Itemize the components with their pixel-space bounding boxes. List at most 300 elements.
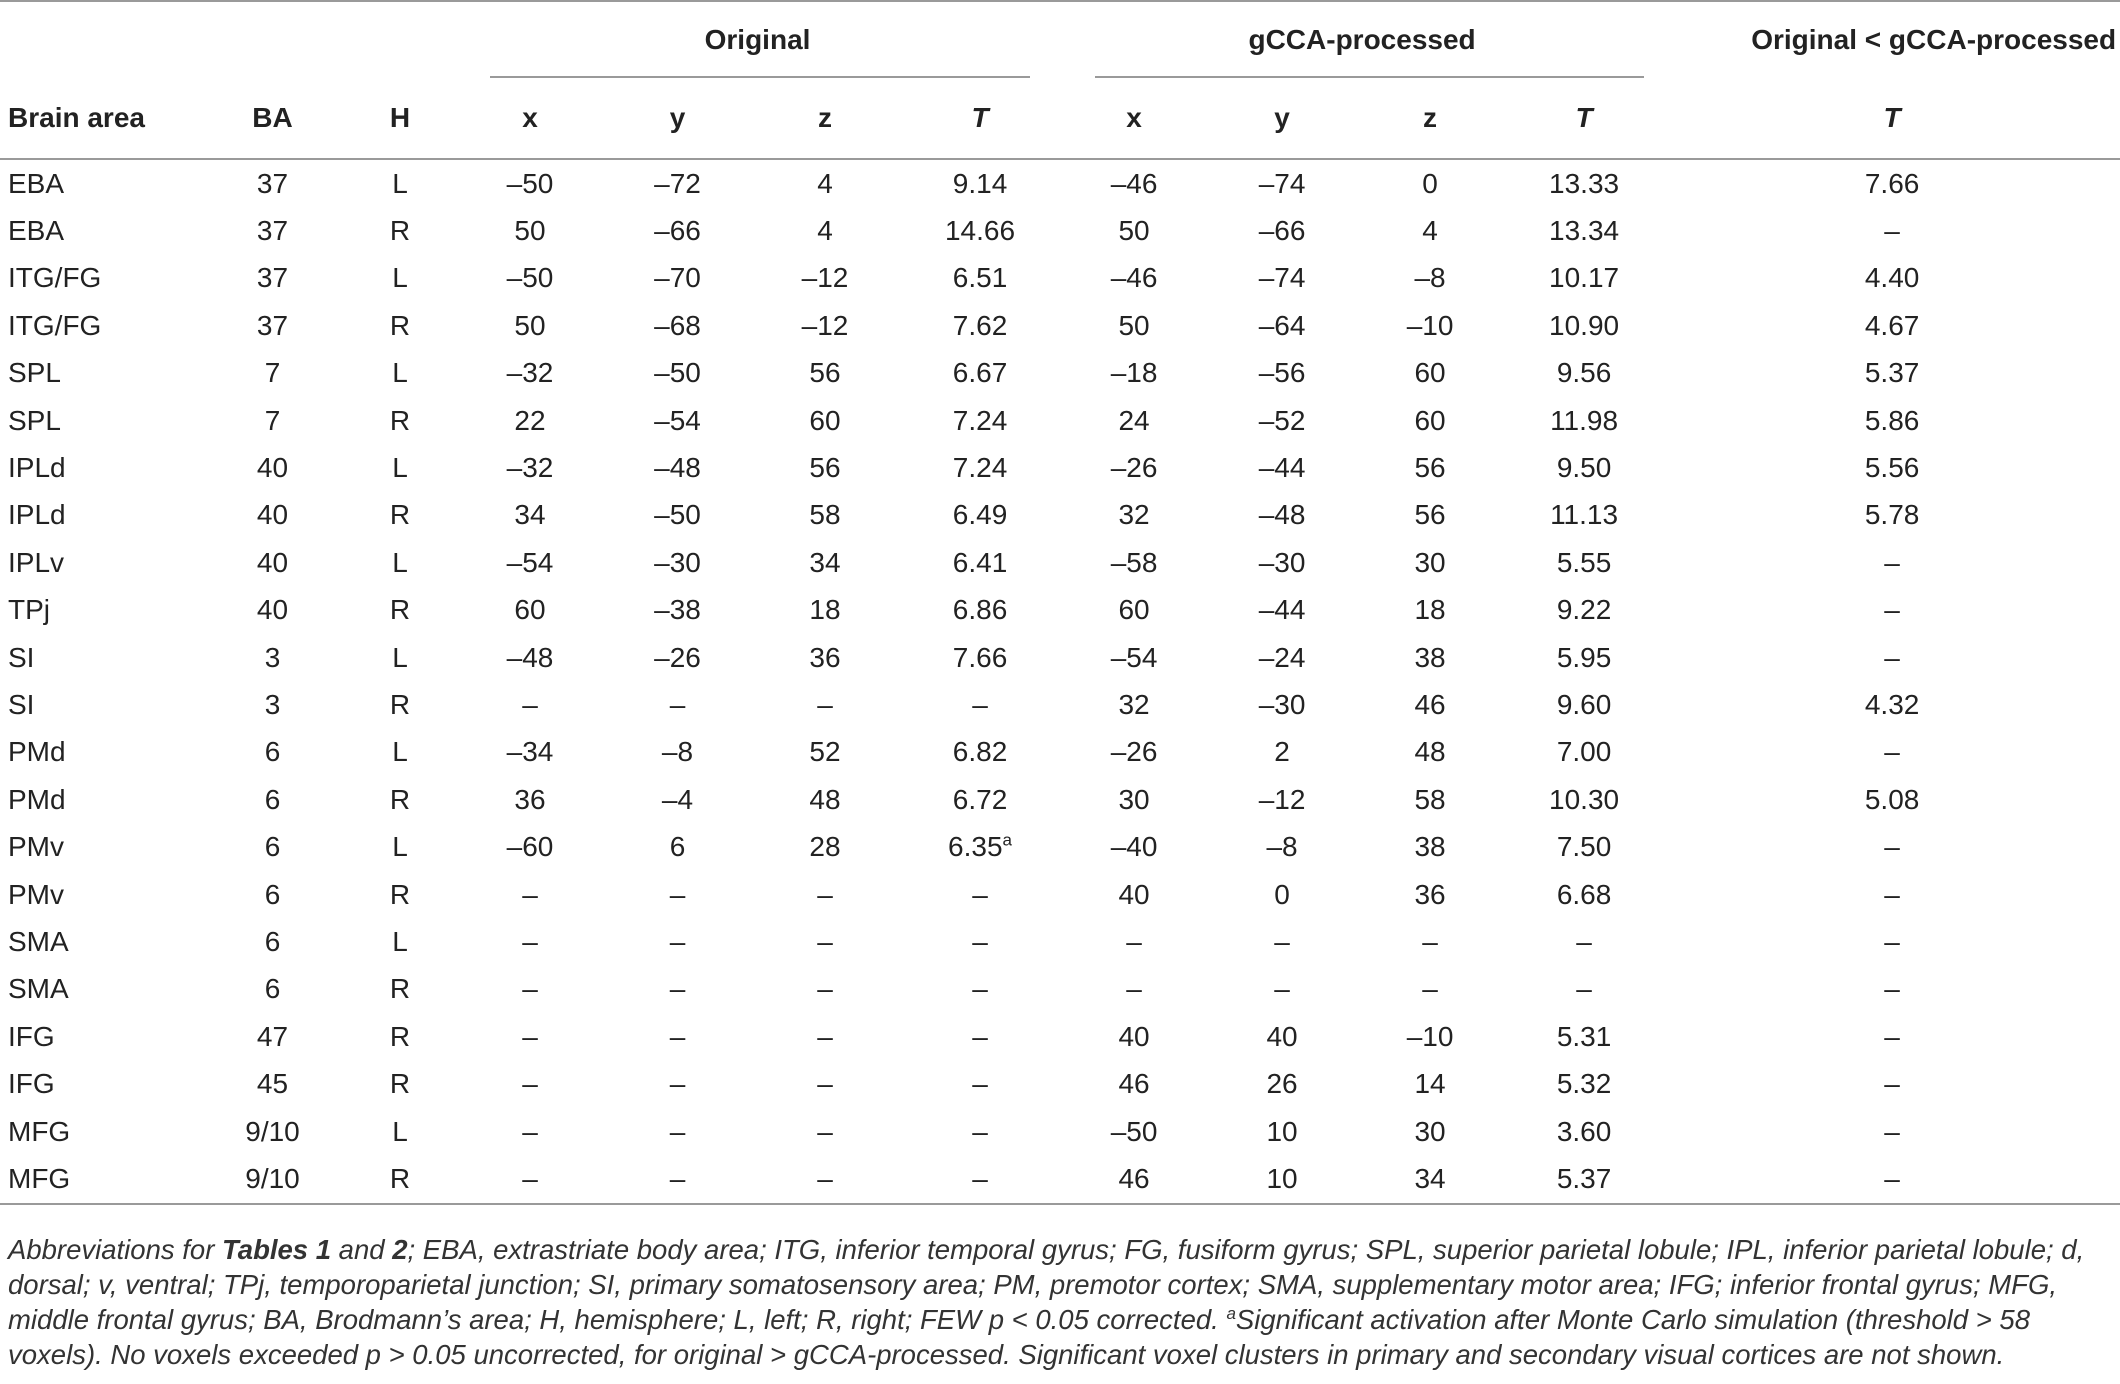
table-cell — [0, 1060, 200, 1107]
table-cell — [900, 302, 1060, 349]
cell-value: L — [392, 831, 408, 863]
table-cell — [900, 729, 1060, 776]
cell-value: –18 — [1110, 357, 1158, 389]
cell-value: 5.32 — [1556, 1068, 1612, 1100]
cell-value: 7.24 — [952, 404, 1008, 436]
cell-value: SI — [8, 688, 35, 720]
table-cell — [200, 1108, 345, 1155]
cell-value: 6 — [264, 736, 281, 768]
table-row — [0, 871, 2120, 918]
table-cell — [900, 1060, 1060, 1107]
cell-value: 50 — [514, 309, 546, 341]
table-cell — [200, 1013, 345, 1060]
cell-value: –24 — [1258, 641, 1306, 673]
table-cell — [455, 776, 605, 823]
cell-value: –58 — [1110, 546, 1158, 578]
table-cell — [200, 350, 345, 397]
table-cell — [0, 1013, 200, 1060]
cell-value: 9.50 — [1556, 452, 1612, 484]
cell-value: – — [817, 1068, 833, 1100]
table-cell — [1664, 350, 2120, 397]
group-header-original — [455, 1, 1060, 78]
table-cell — [1664, 823, 2120, 870]
col-header-orig-z: z — [750, 78, 900, 159]
cell-value: 5.37 — [1864, 357, 1920, 389]
table-cell — [900, 539, 1060, 586]
cell-value: 5.55 — [1556, 546, 1612, 578]
cell-value: 0 — [1274, 878, 1290, 910]
table-cell — [750, 966, 900, 1013]
table-cell — [1664, 634, 2120, 681]
cell-value: ITG/FG — [8, 309, 102, 341]
cell-value: 13.33 — [1549, 167, 1620, 199]
cell-value: 6 — [264, 783, 281, 815]
cell-value: 7.62 — [952, 309, 1008, 341]
cell-value: 3 — [264, 688, 281, 720]
table-row — [0, 444, 2120, 491]
table-cell — [750, 302, 900, 349]
cell-value: – — [972, 688, 988, 720]
cell-value: 6 — [264, 925, 281, 957]
cell-value: 5.78 — [1864, 499, 1920, 531]
cell-value: – — [1884, 925, 1900, 957]
table-cell — [900, 444, 1060, 491]
table-cell — [605, 397, 750, 444]
table-cell — [1356, 397, 1504, 444]
table-cell — [455, 587, 605, 634]
cell-value: PMd — [8, 783, 66, 815]
cell-value: PMd — [8, 736, 66, 768]
col-header-gcca-z: z — [1356, 78, 1504, 159]
footnote-table2-ref[interactable]: 2 — [392, 1234, 408, 1265]
table-row — [0, 397, 2120, 444]
cell-value: –8 — [1414, 262, 1446, 294]
cell-value: L — [392, 262, 408, 294]
cell-value: – — [817, 1020, 833, 1052]
cell-value: 5.08 — [1864, 783, 1920, 815]
footnote-tables-ref[interactable]: Tables 1 — [222, 1234, 332, 1265]
cell-value: 4 — [817, 215, 833, 247]
cell-value: L — [392, 357, 408, 389]
table-cell — [900, 681, 1060, 728]
cell-value: 5.86 — [1864, 404, 1920, 436]
table-cell — [1504, 397, 1664, 444]
cell-value: 37 — [256, 262, 289, 294]
table-cell — [1356, 1013, 1504, 1060]
cell-value: 30 — [1118, 783, 1150, 815]
table-cell — [200, 255, 345, 302]
cell-value: – — [1884, 1020, 1900, 1052]
table-cell — [200, 966, 345, 1013]
footnote-body: ; EBA, extrastriate body area; ITG, inferior temporal gyrus; FG, fusiform gyrus; SPL, superior parietal lobule; IPL, inferior parietal lobule; d, dorsal; v, ventral; TPj, temporoparietal junction; SI, primary somatosensory area; PM, premotor cortex; SMA, supplementary motor area; IFG; inferior frontal gyrus; MFG, middle frontal gyrus; BA, Brodmann’s area; H, hemisphere; L, left; R, right; FEW p < 0.05 corrected. — [8, 1234, 2085, 1335]
cell-value: 4 — [1422, 215, 1438, 247]
table-row — [0, 634, 2120, 681]
cell-value: – — [1126, 925, 1142, 957]
table-row — [0, 207, 2120, 254]
table-cell — [750, 255, 900, 302]
cell-value: 9.56 — [1556, 357, 1612, 389]
cell-value: –10 — [1406, 1020, 1454, 1052]
cell-value: R — [389, 878, 411, 910]
cell-value: 13.34 — [1549, 215, 1620, 247]
cell-value: 36 — [1414, 878, 1446, 910]
table-cell — [900, 159, 1060, 207]
table-cell — [1504, 681, 1664, 728]
cell-value: 9/10 — [245, 1162, 300, 1194]
cell-value: – — [972, 1115, 988, 1147]
col-header-brain-area: Brain area — [0, 78, 200, 159]
table-cell — [1356, 1108, 1504, 1155]
cell-value: – — [817, 1162, 833, 1194]
cell-value: –12 — [1258, 783, 1306, 815]
cell-value: – — [1884, 215, 1900, 247]
table-cell — [750, 1013, 900, 1060]
cell-value: 52 — [809, 736, 841, 768]
cell-value: – — [669, 925, 686, 957]
table-cell — [0, 302, 200, 349]
table-cell — [1504, 207, 1664, 254]
cell-value: 34 — [809, 546, 841, 578]
cell-value: – — [972, 1162, 988, 1194]
cell-value: 5.31 — [1556, 1020, 1612, 1052]
table-cell — [200, 302, 345, 349]
table-cell — [0, 255, 200, 302]
cell-value: – — [972, 925, 988, 957]
cell-value: – — [522, 1115, 538, 1147]
table-cell — [605, 350, 750, 397]
col-header-gcca-t: T — [1504, 78, 1664, 159]
table-cell — [750, 587, 900, 634]
cell-value: 40 — [1266, 1020, 1298, 1052]
cell-value: 14.66 — [944, 215, 1016, 247]
table-cell — [455, 681, 605, 728]
cell-value: – — [972, 1068, 988, 1100]
cell-value: 5.56 — [1864, 452, 1920, 484]
cell-value: 6 — [264, 878, 281, 910]
table-cell — [1504, 255, 1664, 302]
table-cell — [900, 587, 1060, 634]
cell-value: –32 — [506, 452, 554, 484]
cell-value: 40 — [256, 499, 289, 531]
cell-value: R — [389, 215, 411, 247]
table-cell — [345, 918, 455, 965]
table-cell — [1664, 159, 2120, 207]
cell-value: 6.35 — [948, 831, 1003, 863]
table-cell — [900, 350, 1060, 397]
cell-value: 34 — [514, 499, 546, 531]
table-cell — [750, 634, 900, 681]
cell-value: – — [1274, 925, 1290, 957]
cell-value: –46 — [1110, 167, 1158, 199]
cell-value: 7.24 — [952, 452, 1008, 484]
cell-value: – — [817, 973, 833, 1005]
cell-value: L — [392, 546, 408, 578]
table-cell — [900, 823, 1060, 870]
col-header-gcca-y: y — [1208, 78, 1356, 159]
table-cell — [750, 681, 900, 728]
cell-value: –72 — [654, 167, 701, 199]
cell-value: – — [1884, 973, 1900, 1005]
table-row — [0, 1013, 2120, 1060]
footnote-marker: a — [1226, 1303, 1236, 1323]
table-cell — [0, 966, 200, 1013]
table-cell — [1504, 492, 1664, 539]
table-cell — [750, 444, 900, 491]
cell-value: –26 — [1110, 736, 1158, 768]
cell-value: –50 — [506, 167, 554, 199]
table-cell — [1356, 1155, 1504, 1203]
column-header-row — [0, 78, 2120, 159]
table-cell — [0, 871, 200, 918]
table-cell — [1356, 681, 1504, 728]
table-cell — [455, 159, 605, 207]
cell-value: IPLv — [8, 546, 65, 578]
cell-value: – — [522, 1020, 538, 1052]
table-cell — [1208, 350, 1356, 397]
cell-value: –66 — [1258, 215, 1306, 247]
table-cell — [345, 1013, 455, 1060]
table-cell — [345, 1060, 455, 1107]
table-cell — [900, 255, 1060, 302]
cell-value: 6.49 — [952, 499, 1008, 531]
table-cell — [605, 681, 750, 728]
table-cell — [1208, 1060, 1356, 1107]
cell-value: 34 — [1414, 1162, 1446, 1194]
table-cell — [1060, 207, 1208, 254]
cell-value: 28 — [809, 831, 841, 863]
table-cell — [345, 634, 455, 681]
cell-value: – — [669, 1162, 686, 1194]
table-cell — [1356, 255, 1504, 302]
table-row — [0, 539, 2120, 586]
table-row — [0, 1155, 2120, 1203]
table-cell — [605, 1155, 750, 1203]
table-cell — [605, 966, 750, 1013]
table-cell — [750, 350, 900, 397]
cell-value: 30 — [1414, 1115, 1446, 1147]
cell-value: – — [669, 1068, 686, 1100]
table-cell — [1504, 776, 1664, 823]
cell-value: 36 — [514, 783, 546, 815]
table-cell — [1060, 444, 1208, 491]
cell-value: – — [1884, 546, 1900, 578]
cell-value: IFG — [8, 1068, 55, 1100]
cell-value: 50 — [514, 215, 546, 247]
table-cell — [345, 681, 455, 728]
cell-value: 5.37 — [1556, 1162, 1612, 1194]
cell-value: – — [1422, 973, 1438, 1005]
table-cell — [900, 918, 1060, 965]
cell-value: –30 — [1258, 546, 1306, 578]
cell-value: –30 — [1258, 688, 1306, 720]
table-cell — [900, 1155, 1060, 1203]
cell-value: – — [1126, 973, 1142, 1005]
table-cell — [1356, 918, 1504, 965]
cell-value: SPL — [8, 357, 61, 389]
col-header-comparison-t: T — [1664, 78, 2120, 159]
table-cell — [200, 918, 345, 965]
table-cell — [200, 397, 345, 444]
cell-value: – — [972, 973, 988, 1005]
table-cell — [455, 918, 605, 965]
table-cell — [605, 1060, 750, 1107]
cell-value: MFG — [8, 1115, 71, 1147]
table-cell — [1504, 1013, 1664, 1060]
col-header-ba: BA — [200, 78, 345, 159]
table-cell — [750, 1155, 900, 1203]
table-cell — [345, 587, 455, 634]
cell-value: –52 — [1258, 404, 1306, 436]
cell-value: – — [1884, 641, 1900, 673]
table-cell — [1356, 444, 1504, 491]
table-cell — [345, 159, 455, 207]
table-cell — [1208, 587, 1356, 634]
group-header-comparison — [1664, 1, 2120, 78]
table-cell — [455, 255, 605, 302]
table-cell — [345, 397, 455, 444]
cell-value: 32 — [1118, 688, 1150, 720]
table-cell — [1664, 966, 2120, 1013]
table-cell — [1664, 1155, 2120, 1203]
cell-value: – — [522, 688, 538, 720]
table-cell — [1060, 587, 1208, 634]
cell-value: R — [389, 688, 411, 720]
table-cell — [605, 587, 750, 634]
cell-value: 14 — [1414, 1068, 1446, 1100]
table-cell — [1504, 444, 1664, 491]
table-cell — [750, 729, 900, 776]
cell-value: 4.40 — [1864, 262, 1920, 294]
cell-value: –4 — [661, 783, 694, 815]
footnote-and: and — [331, 1234, 393, 1265]
table-cell — [200, 1060, 345, 1107]
group-header-empty — [0, 1, 455, 78]
cell-value: 0 — [1422, 167, 1438, 199]
table-cell — [0, 539, 200, 586]
table-cell — [1060, 255, 1208, 302]
table-cell — [455, 1013, 605, 1060]
cell-value: 40 — [1118, 878, 1150, 910]
cell-value: 37 — [256, 309, 289, 341]
table-cell — [1664, 918, 2120, 965]
table-cell — [1208, 871, 1356, 918]
cell-value: 4 — [817, 167, 833, 199]
cell-value: 7 — [264, 357, 281, 389]
table-cell — [1208, 1108, 1356, 1155]
table-cell — [455, 492, 605, 539]
cell-value: 6 — [669, 831, 686, 863]
table-cell — [0, 207, 200, 254]
cell-value: 38 — [1414, 641, 1446, 673]
table-cell — [1060, 729, 1208, 776]
cell-value: SPL — [8, 404, 61, 436]
cell-value: –66 — [654, 215, 701, 247]
table-cell — [1060, 776, 1208, 823]
cell-value: 58 — [809, 499, 841, 531]
cell-value: 10.17 — [1549, 262, 1620, 294]
group-header-gcca — [1060, 1, 1664, 78]
table-cell — [345, 207, 455, 254]
table-cell — [0, 729, 200, 776]
table-cell — [1504, 1108, 1664, 1155]
cell-value: 40 — [256, 452, 289, 484]
cell-value: 48 — [809, 783, 841, 815]
cell-value: 10 — [1266, 1115, 1298, 1147]
cell-value: – — [1884, 736, 1900, 768]
cell-value: 6 — [264, 973, 281, 1005]
cell-value: 56 — [809, 357, 841, 389]
table-cell — [900, 634, 1060, 681]
cell-value: – — [669, 1020, 686, 1052]
cell-value: 50 — [1118, 215, 1150, 247]
table-cell — [200, 492, 345, 539]
table-cell — [1060, 1013, 1208, 1060]
table-cell — [900, 1108, 1060, 1155]
table-cell — [1664, 871, 2120, 918]
table-cell — [1060, 966, 1208, 1013]
cell-value: – — [1576, 973, 1592, 1005]
table-cell — [1504, 966, 1664, 1013]
cell-value: – — [1884, 1068, 1900, 1100]
table-cell — [750, 823, 900, 870]
table-cell — [455, 729, 605, 776]
cell-value: 2 — [1274, 736, 1290, 768]
table-cell — [1060, 634, 1208, 681]
cell-value: – — [1576, 925, 1592, 957]
table-cell — [750, 918, 900, 965]
cell-value: 56 — [1414, 452, 1446, 484]
cell-value: –48 — [506, 641, 554, 673]
cell-value: –8 — [661, 736, 694, 768]
table-cell — [1664, 776, 2120, 823]
table-cell — [605, 255, 750, 302]
table-cell — [750, 776, 900, 823]
cell-value: – — [522, 925, 538, 957]
table-cell — [1504, 823, 1664, 870]
table-cell — [200, 681, 345, 728]
cell-value: 11.13 — [1550, 499, 1619, 531]
table-cell — [455, 207, 605, 254]
cell-value: 18 — [1414, 594, 1446, 626]
cell-value: SI — [8, 641, 35, 673]
footnote-note: Significant activation after Monte Carlo simulation (threshold > 58 voxels). No voxels exceeded p > 0.05 uncorrected, for original > gCCA-processed. Significant voxel clusters in primary and secondary visual cortices are not shown. — [8, 1304, 2030, 1370]
table-cell — [0, 397, 200, 444]
table-cell — [0, 159, 200, 207]
table-cell — [1504, 1060, 1664, 1107]
cell-value: 46 — [1118, 1068, 1150, 1100]
table-cell — [605, 1013, 750, 1060]
cell-value: PMv — [8, 878, 64, 910]
table-cell — [1356, 729, 1504, 776]
table-row — [0, 302, 2120, 349]
cell-value: 9.14 — [952, 167, 1008, 199]
table-cell — [345, 776, 455, 823]
cell-value: 10 — [1266, 1162, 1298, 1194]
cell-value: L — [392, 641, 408, 673]
table-cell — [1060, 397, 1208, 444]
table-cell — [200, 1155, 345, 1203]
col-header-h: H — [345, 78, 455, 159]
table-cell — [1356, 350, 1504, 397]
table-cell — [750, 539, 900, 586]
table-row — [0, 255, 2120, 302]
cell-value: – — [522, 878, 538, 910]
cell-value: – — [817, 1115, 833, 1147]
cell-value: R — [389, 309, 411, 341]
table-cell — [1356, 966, 1504, 1013]
table-cell — [0, 444, 200, 491]
table-cell — [345, 492, 455, 539]
